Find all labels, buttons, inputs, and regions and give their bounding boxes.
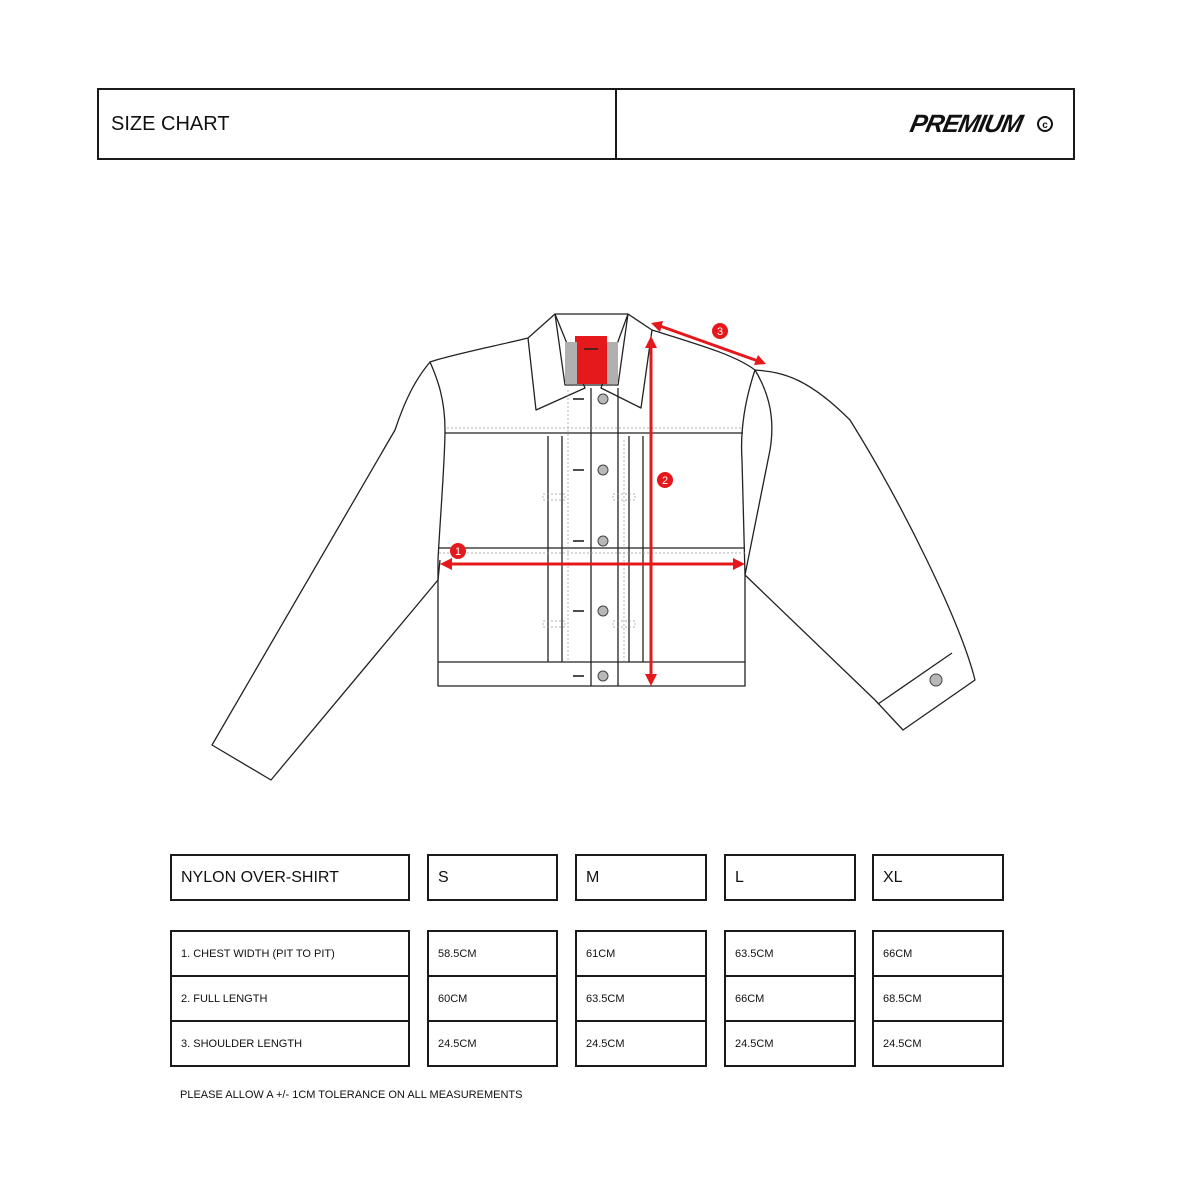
size-m-header: M bbox=[575, 854, 707, 901]
shoulder-s: 24.5CM bbox=[427, 1020, 558, 1067]
svg-text:c: c bbox=[1042, 120, 1048, 131]
brand-wordmark: PREMIUM bbox=[907, 110, 1025, 138]
size-xl-header: XL bbox=[872, 854, 1004, 901]
chest-l: 63.5CM bbox=[724, 930, 856, 977]
length-s: 60CM bbox=[427, 975, 558, 1022]
callout-2 bbox=[657, 472, 673, 488]
shoulder-l: 24.5CM bbox=[724, 1020, 856, 1067]
row-label-chest: 1. CHEST WIDTH (PIT TO PIT) bbox=[170, 930, 410, 977]
chest-s: 58.5CM bbox=[427, 930, 558, 977]
chest-xl: 66CM bbox=[872, 930, 1004, 977]
callout-1 bbox=[450, 543, 466, 559]
length-xl: 68.5CM bbox=[872, 975, 1004, 1022]
size-chart-title: SIZE CHART bbox=[99, 90, 617, 158]
neck-label bbox=[575, 336, 607, 384]
length-m: 63.5CM bbox=[575, 975, 707, 1022]
chest-m: 61CM bbox=[575, 930, 707, 977]
shoulder-m: 24.5CM bbox=[575, 1020, 707, 1067]
size-l-header: L bbox=[724, 854, 856, 901]
size-s-header: S bbox=[427, 854, 558, 901]
tolerance-note: PLEASE ALLOW A +/- 1CM TOLERANCE ON ALL MEASUREMENTS bbox=[180, 1089, 523, 1101]
svg-text:2: 2 bbox=[661, 475, 669, 487]
shoulder-xl: 24.5CM bbox=[872, 1020, 1004, 1067]
row-label-length: 2. FULL LENGTH bbox=[170, 975, 410, 1022]
row-label-shoulder: 3. SHOULDER LENGTH bbox=[170, 1020, 410, 1067]
callout-3 bbox=[712, 323, 728, 339]
product-name-cell: NYLON OVER-SHIRT bbox=[170, 854, 410, 901]
svg-text:1: 1 bbox=[454, 546, 462, 558]
length-l: 66CM bbox=[724, 975, 856, 1022]
svg-text:3: 3 bbox=[716, 326, 724, 338]
